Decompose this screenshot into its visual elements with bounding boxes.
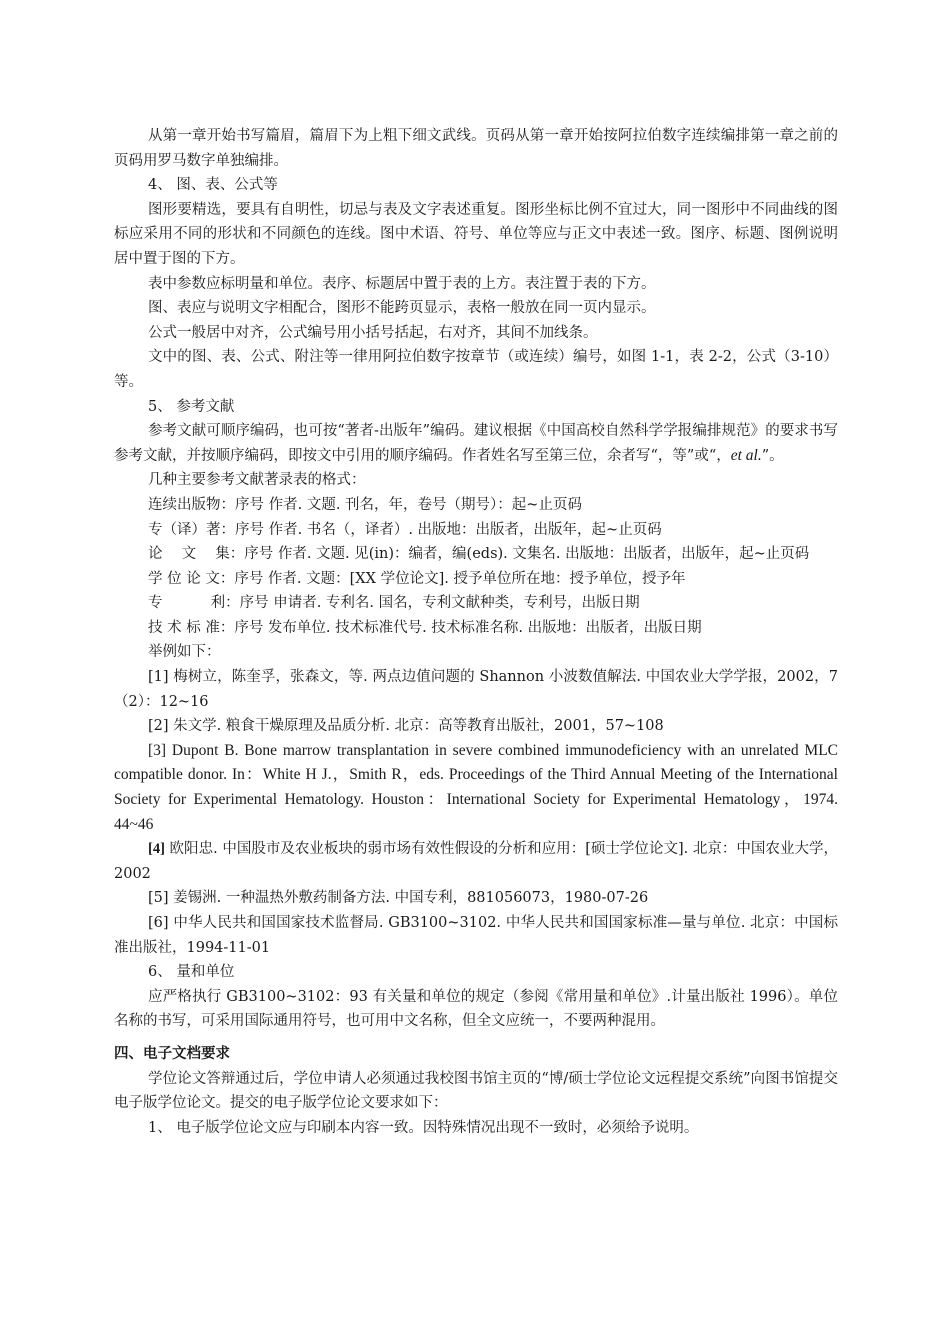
et-al-text: et al. [730,446,762,464]
paragraph-units-rules: 应严格执行 GB3100~3102：93 有关量和单位的规定（参阅《常用量和单位》.计量出版社 1996）。单位名称的书写，可采用国际通用符号，也可用中文名称，但全文应统一，不要两种混用。 [114,988,838,1030]
paragraph-electronic-requirement-1: 1、 电子版学位论文应与印刷本内容一致。因特殊情况出现不一致时，必须给予说明。 [148,1119,699,1136]
format-patent: 专 利：序号 申请者. 专利名. 国名，专利文献种类，专利号，出版日期 [148,595,640,612]
reference-item-1: [1] 梅树立，陈奎孚，张森文，等. 两点边值问题的 Shannon 小波数值解法. 中国农业大学学报，2002，7（2）：12~16 [114,669,838,710]
paragraph-table-rules: 表中参数应标明量和单位。表序、标题居中置于表的上方。表注置于表的下方。 [148,275,656,292]
reference-item-4 [114,837,838,886]
reference-item-3: [3] Dupont B. Bone marrow transplantation in severe combined immunodeficiency with an unrelated MLC compatible donor. In：White H J.，Smith R，eds. Proceedings of the Third Annual Meeting of the International Society for Experimental Hematology. Houston：International Society for Experimental Hematology，1974. 44~46 [114,741,838,833]
subsection-heading-figures: 4、 图、表、公式等 [148,177,278,194]
format-monograph: 专（译）著：序号 作者. 书名（，译者）. 出版地：出版者，出版年，起~止页码 [148,521,662,538]
subsection-heading-references: 5、 参考文献 [148,398,235,415]
reference-item-6: [6] 中华人民共和国国家技术监督局. GB3100~3102. 中华人民共和国国家标准—量与单位. 北京：中国标准出版社，1994-11-01 [114,915,838,956]
format-serial: 连续出版物：序号 作者. 文题. 刊名，年，卷号（期号）：起~止页码 [148,496,582,513]
format-thesis: 学 位 论 文：序号 作者. 文题：[XX 学位论文]. 授予单位所在地：授予单位，授予年 [148,570,686,587]
format-standard: 技 术 标 准：序号 发布单位. 技术标准代号. 技术标准名称. 出版地：出版者，出版日期 [148,619,702,636]
paragraph-format-intro: 几种主要参考文献著录表的格式： [148,472,366,489]
reference-item-5: [5] 姜锡洲. 一种温热外敷药制备方法. 中国专利，881056073，1980-07-26 [148,890,649,907]
section-heading-electronic-docs: 四、电子文档要求 [114,1045,230,1062]
reference-item-2: [2] 朱文学. 粮食干燥原理及品质分析. 北京：高等教育出版社，2001，57~108 [148,718,664,735]
paragraph-layout-rules: 图、表应与说明文字相配合，图形不能跨页显示，表格一般放在同一页内显示。 [148,300,656,317]
reference-item-4-text: 欧阳忠. 中国股市及农业板块的弱市场有效性假设的分析和应用：[硕士学位论文]. 北京：中国农业大学，2002 [114,841,838,882]
paragraph-electronic-submission: 学位论文答辩通过后，学位申请人必须通过我校图书馆主页的“博/硕士学位论文远程提交系统”向图书馆提交电子版学位论文。提交的电子版学位论文要求如下： [114,1070,838,1112]
reference-rules-text: 参考文献可顺序编码，也可按“著者-出版年”编码。建议根据《中国高校自然科学学报编排规范》的要求书写参考文献，并按顺序编码，即按文中引用的顺序编码。作者姓名写至第三位，余者写“，等”或“， [114,423,838,464]
paragraph-page-header-rules: 从第一章开始书写篇眉，篇眉下为上粗下细文武线。页码从第一章开始按阿拉伯数字连续编排第一章之前的页码用罗马数字单独编排。 [114,128,838,169]
paragraph-examples-intro: 举例如下： [148,644,221,661]
paragraph-formula-rules: 公式一般居中对齐，公式编号用小括号括起，右对齐，其间不加线条。 [148,324,598,341]
subsection-heading-units: 6、 量和单位 [148,964,235,981]
paragraph-reference-rules [114,419,838,468]
document-body [114,124,838,1140]
reference-item-4-number: [4] [148,841,165,858]
paragraph-numbering-rules: 文中的图、表、公式、附注等一律用阿拉伯数字按章节（或连续）编号，如图 1-1，表 2-2，公式（3-10）等。 [114,349,838,390]
paragraph-figure-rules: 图形要精选，要具有自明性，切忌与表及文字表述重复。图形坐标比例不宜过大，同一图形中不同曲线的图标应采用不同的形状和不同颜色的连线。图中术语、符号、单位等应与正文中表述一致。图序、标题、图例说明居中置于图的下方。 [114,201,838,267]
format-proceedings: 论 文 集：序号 作者. 文题. 见(in)：编者，编(eds). 文集名. 出版地：出版者，出版年，起~止页码 [148,546,810,563]
reference-rules-end: ”。 [761,447,784,464]
